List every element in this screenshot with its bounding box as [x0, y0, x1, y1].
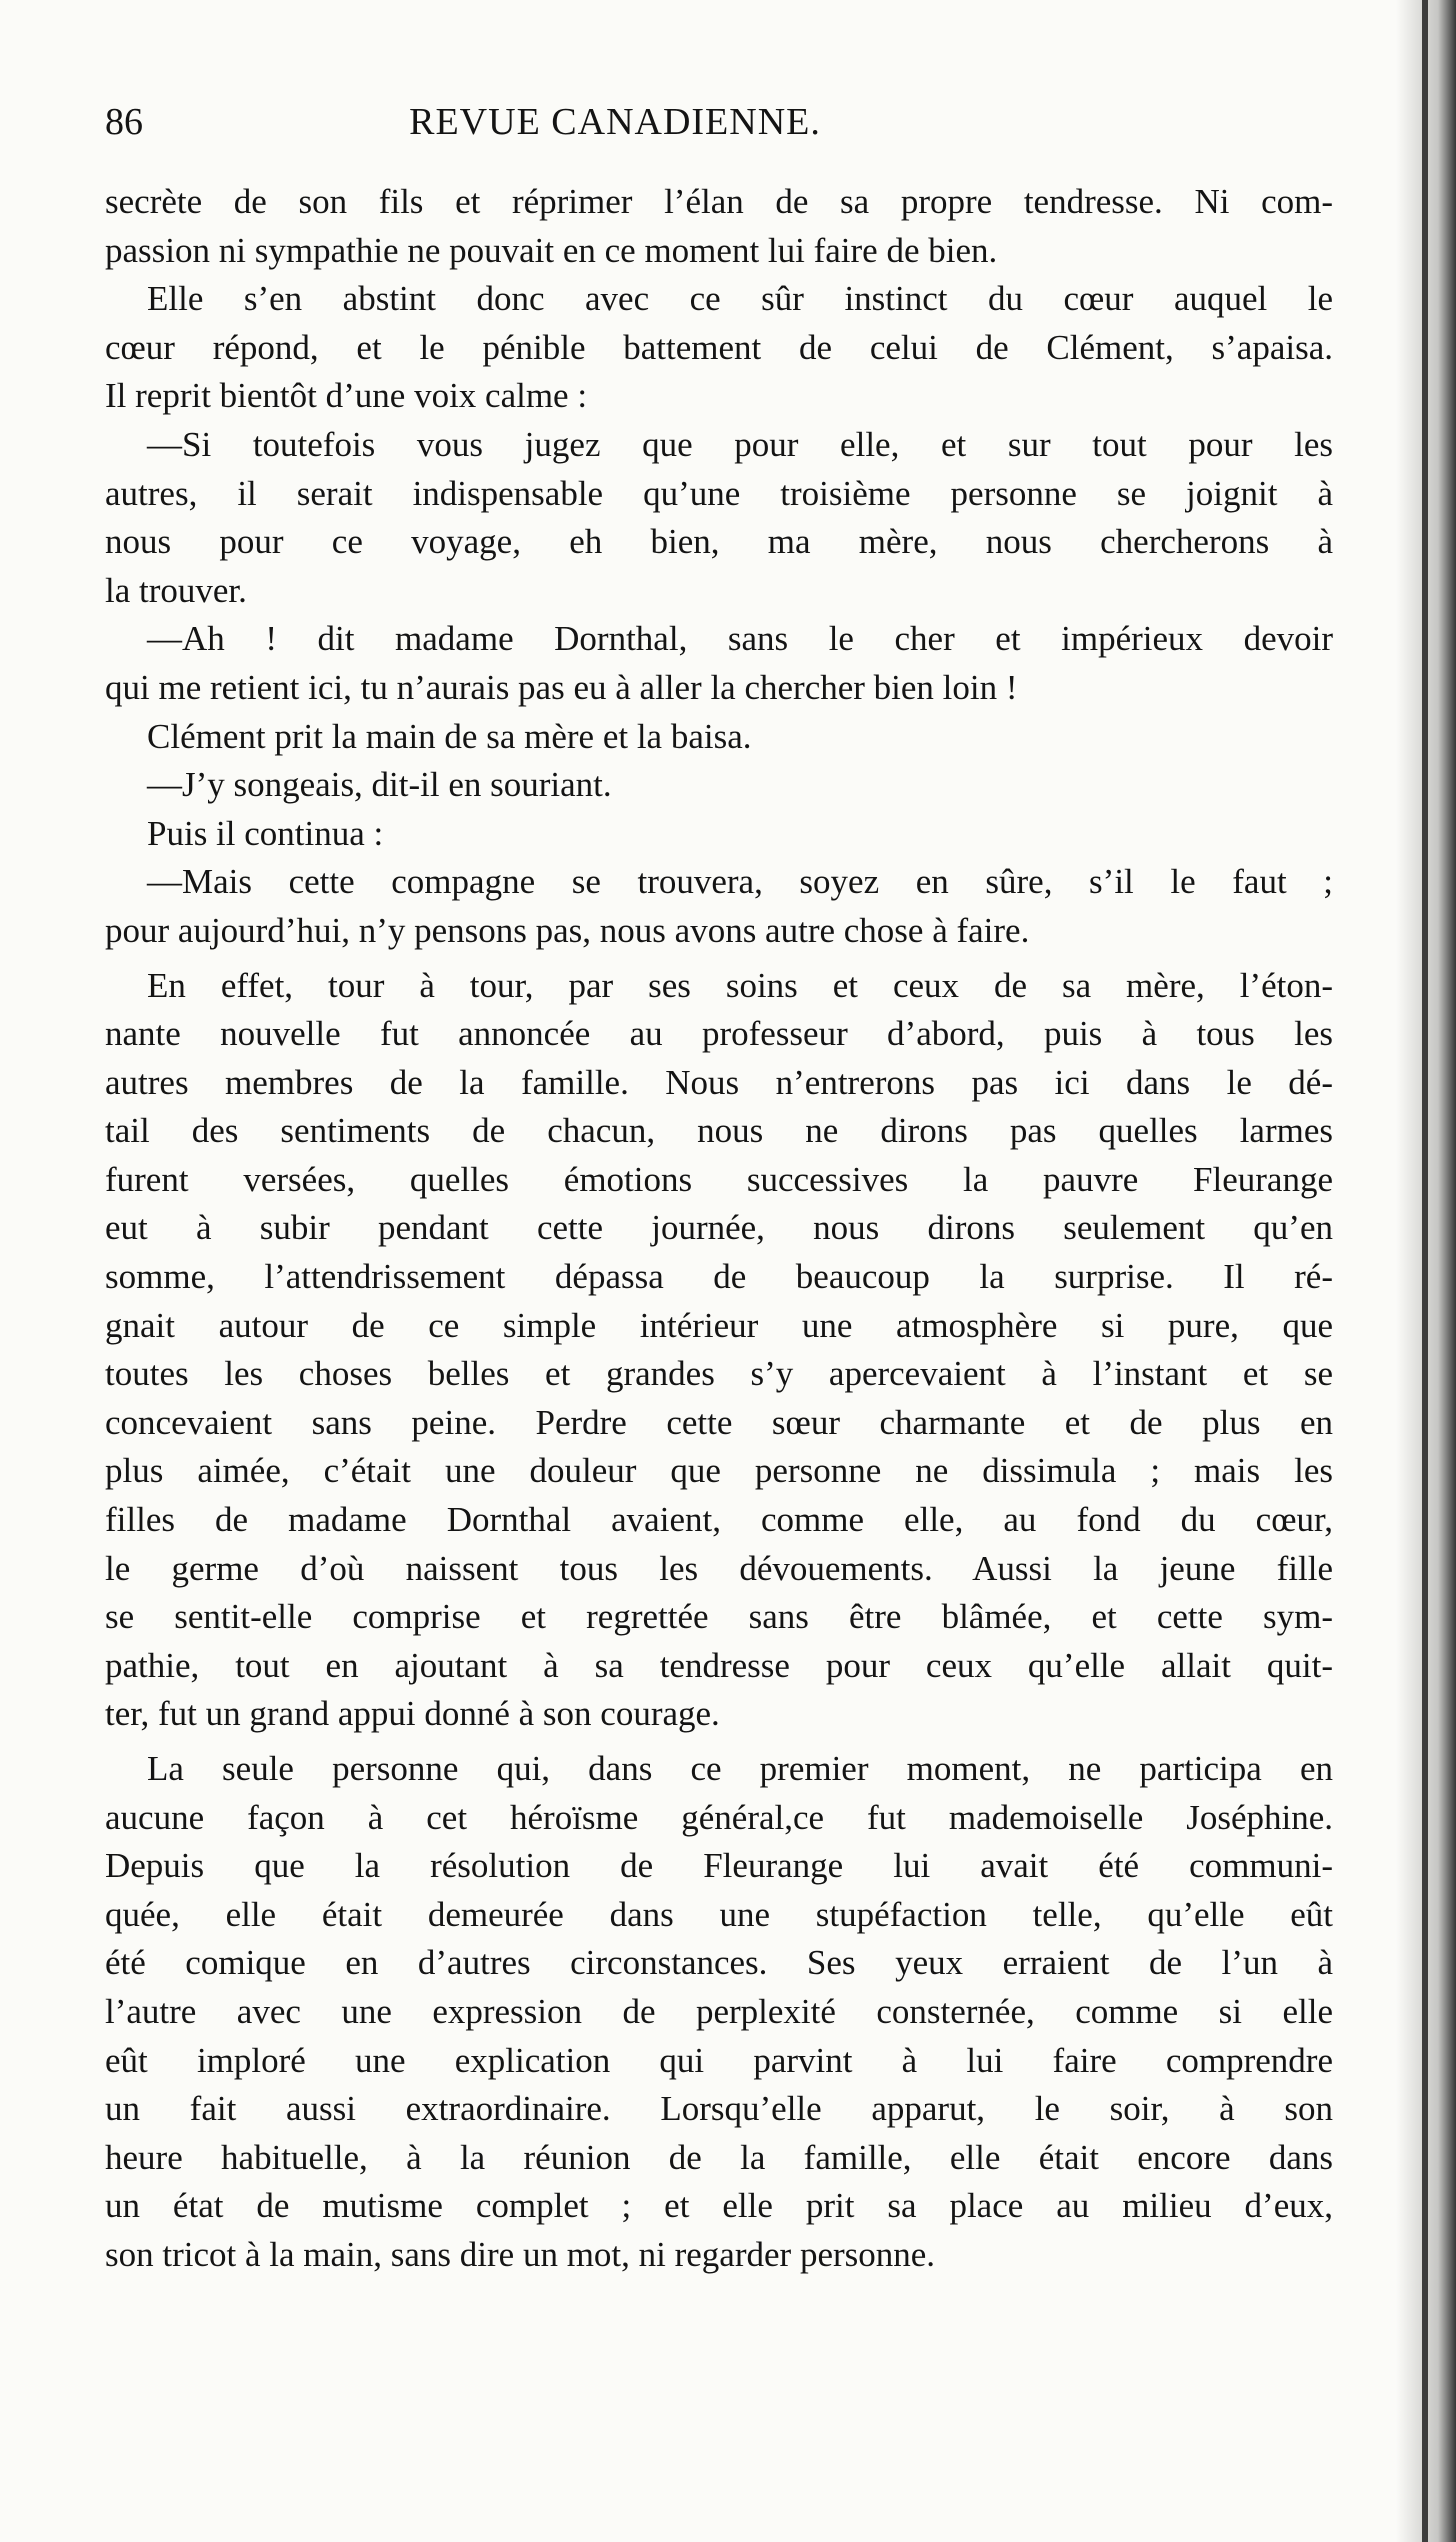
text-line: quée, elle était demeurée dans une stupéfaction telle, qu’elle eût — [105, 1894, 1333, 1934]
text-line: ter, fut un grand appui donné à son courage. — [105, 1694, 720, 1734]
text-line: —Si toutefois vous jugez que pour elle, et sur tout pour les — [147, 424, 1333, 464]
text-line: gnait autour de ce simple intérieur une atmosphère si pure, que — [105, 1305, 1333, 1345]
text-line: heure habituelle, à la réunion de la famille, elle était encore dans — [105, 2137, 1333, 2177]
text-line: Il reprit bientôt d’une voix calme : — [105, 376, 588, 416]
running-title: REVUE CANADIENNE. — [409, 101, 821, 143]
body-text — [105, 178, 1333, 2280]
text-line: Elle s’en abstint donc avec ce sûr instinct du cœur auquel le — [147, 279, 1333, 319]
text-line: —J’y songeais, dit-il en souriant. — [147, 765, 612, 805]
text-line: secrète de son fils et réprimer l’élan de sa propre tendresse. Ni com- — [105, 182, 1333, 221]
text-line: furent versées, quelles émotions successives la pauvre Fleurange — [105, 1159, 1333, 1199]
text-line: se sentit-elle comprise et regrettée sans être blâmée, et cette sym- — [105, 1597, 1333, 1637]
text-line: l’autre avec une expression de perplexité consternée, comme si elle — [105, 1991, 1333, 2031]
text-line: eût imploré une explication qui parvint à lui faire comprendre — [105, 2040, 1333, 2080]
page-edge-line — [1422, 0, 1428, 2542]
text-line: tail des sentiments de chacun, nous ne dirons pas quelles larmes — [105, 1111, 1333, 1151]
text-line: toutes les choses belles et grandes s’y apercevaient à l’instant et se — [105, 1354, 1333, 1394]
text-line: autres membres de la famille. Nous n’entrerons pas ici dans le dé- — [105, 1062, 1333, 1102]
text-line: passion ni sympathie ne pouvait en ce moment lui faire de bien. — [105, 230, 998, 270]
text-line: concevaient sans peine. Perdre cette sœur charmante et de plus en — [105, 1402, 1333, 1442]
text-line: qui me retient ici, tu n’aurais pas eu à aller la chercher bien loin ! — [105, 667, 1018, 707]
text-line: la trouver. — [105, 570, 247, 610]
text-line: autres, il serait indispensable qu’une troisième personne se joignit à — [105, 473, 1333, 513]
text-line: somme, l’attendrissement dépassa de beaucoup la surprise. Il ré- — [105, 1257, 1333, 1297]
text-line: cœur répond, et le pénible battement de celui de Clément, s’apaisa. — [105, 327, 1333, 367]
text-line: un état de mutisme complet ; et elle prit sa place au milieu d’eux, — [105, 2186, 1333, 2226]
text-line: En effet, tour à tour, par ses soins et ceux de sa mère, l’éton- — [147, 965, 1333, 1005]
text-line: pathie, tout en ajoutant à sa tendresse pour ceux qu’elle allait quit- — [105, 1645, 1333, 1685]
text-line: un fait aussi extraordinaire. Lorsqu’elle apparut, le soir, à son — [105, 2089, 1333, 2129]
text-line: nous pour ce voyage, eh bien, ma mère, nous chercherons à — [105, 522, 1333, 562]
text-line: —Mais cette compagne se trouvera, soyez en sûre, s’il le faut ; — [147, 862, 1333, 902]
page-number: 86 — [105, 101, 143, 143]
page-header — [105, 92, 1335, 152]
text-line: aucune façon à cet héroïsme général,ce fut mademoiselle Joséphine. — [105, 1797, 1333, 1837]
text-line: plus aimée, c’était une douleur que personne ne dissimula ; mais les — [105, 1451, 1333, 1491]
text-line: —Ah ! dit madame Dornthal, sans le cher et impérieux devoir — [147, 619, 1333, 659]
text-line: le germe d’où naissent tous les dévouements. Aussi la jeune fille — [105, 1548, 1333, 1588]
text-line: filles de madame Dornthal avaient, comme elle, au fond du cœur, — [105, 1500, 1333, 1540]
text-line: eut à subir pendant cette journée, nous dirons seulement qu’en — [105, 1208, 1333, 1248]
text-line: été comique en d’autres circonstances. Ses yeux erraient de l’un à — [105, 1943, 1333, 1983]
text-line: son tricot à la main, sans dire un mot, ni regarder personne. — [105, 2234, 936, 2274]
text-line: nante nouvelle fut annoncée au professeur d’abord, puis à tous les — [105, 1014, 1333, 1054]
text-line: Depuis que la résolution de Fleurange lui avait été communi- — [105, 1846, 1333, 1886]
text-line: Puis il continua : — [147, 813, 384, 853]
text-line: pour aujourd’hui, n’y pensons pas, nous avons autre chose à faire. — [105, 910, 1030, 950]
text-line: Clément prit la main de sa mère et la baisa. — [147, 716, 752, 756]
text-line: La seule personne qui, dans ce premier moment, ne participa en — [147, 1749, 1333, 1788]
